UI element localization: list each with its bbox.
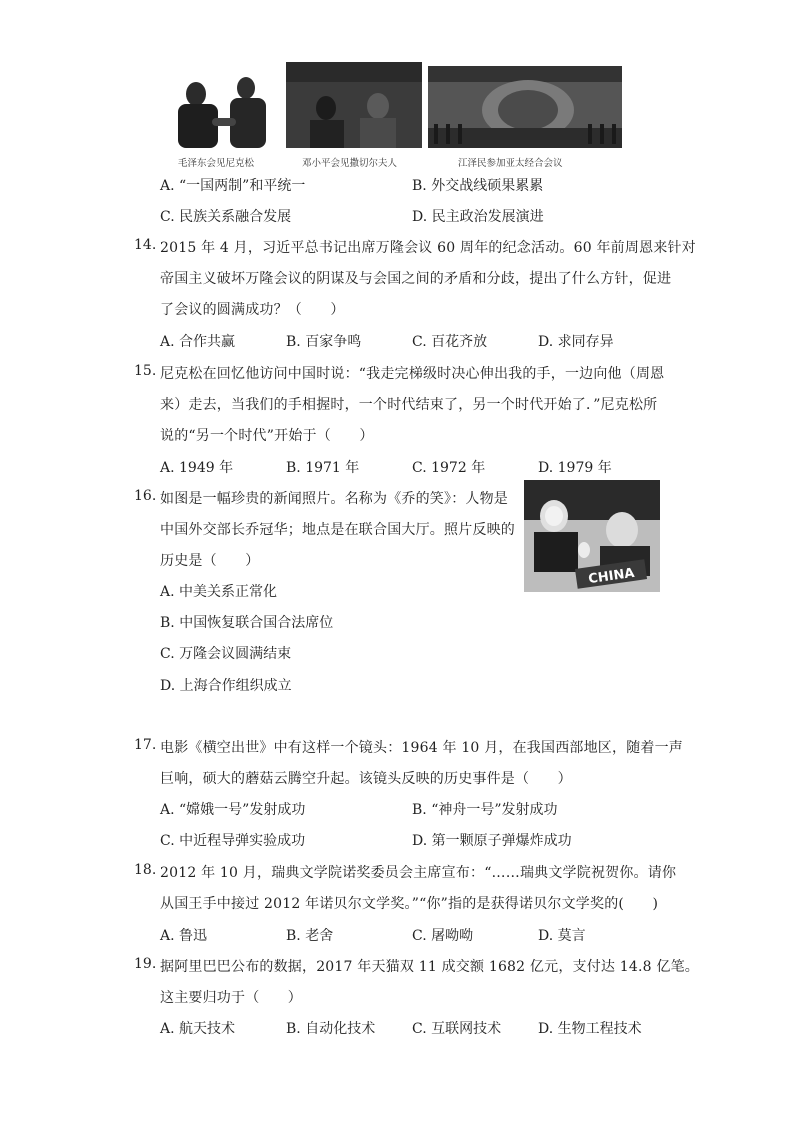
q16-line-3: 历史是（ ） bbox=[160, 553, 260, 569]
q18-option-d: D. 莫言 bbox=[538, 928, 586, 944]
q15-option-a: A. 1949 年 bbox=[160, 460, 234, 476]
q19-option-a: A. 航天技术 bbox=[160, 1021, 236, 1037]
q14-line-2: 帝国主义破坏万隆会议的阴谋及与会国之间的矛盾和分歧，提出了什么方针，促进 bbox=[160, 271, 672, 287]
q16-option-c: C. 万隆会议圆满结束 bbox=[160, 646, 292, 662]
q13-option-c: C. 民族关系融合发展 bbox=[160, 209, 292, 225]
china-nameplate-text: CHINA bbox=[587, 565, 636, 588]
q16-option-a: A. 中美关系正常化 bbox=[160, 584, 278, 600]
q17-option-b: B. “神舟一号”发射成功 bbox=[412, 802, 558, 818]
q15-line-2: 来）走去，当我们的手相握时，一个时代结束了，另一个时代开始了．”尼克松所 bbox=[160, 397, 658, 413]
q19-number: 19. bbox=[134, 956, 157, 972]
photo-caption-1: 毛泽东会见尼克松 bbox=[178, 158, 255, 169]
photo-jiang-apec bbox=[428, 66, 622, 148]
q13-option-b: B. 外交战线硕果累累 bbox=[412, 178, 544, 194]
q16-option-d: D. 上海合作组织成立 bbox=[160, 678, 292, 694]
q14-line-1: 2015 年 4 月，习近平总书记出席万隆会议 60 周年的纪念活动。60 年前周恩来针对 bbox=[160, 240, 696, 256]
q18-number: 18. bbox=[134, 862, 157, 878]
q18-line-2: 从国王手中接过 2012 年诺贝尔文学奖。”“你”指的是获得诺贝尔文学奖的( ) bbox=[160, 896, 659, 912]
q17-option-a: A. “嫦娥一号”发射成功 bbox=[160, 802, 306, 818]
q19-line-2: 这主要归功于（ ） bbox=[160, 990, 302, 1006]
q15-option-d: D. 1979 年 bbox=[538, 460, 612, 476]
q15-line-1: 尼克松在回忆他访问中国时说：“我走完梯级时决心伸出我的手，一边向他（周恩 bbox=[160, 366, 665, 382]
photo-deng-thatcher bbox=[286, 62, 422, 148]
q19-option-b: B. 自动化技术 bbox=[286, 1021, 376, 1037]
q16-line-2: 中国外交部长乔冠华；地点是在联合国大厅。照片反映的 bbox=[160, 522, 515, 538]
q15-option-c: C. 1972 年 bbox=[412, 460, 486, 476]
q14-line-3: 了会议的圆满成功？（ ） bbox=[160, 302, 345, 318]
q17-line-2: 巨响，硕大的蘑菇云腾空升起。该镜头反映的历史事件是（ ） bbox=[160, 771, 572, 787]
q16-option-b: B. 中国恢复联合国合法席位 bbox=[160, 615, 334, 631]
q19-option-c: C. 互联网技术 bbox=[412, 1021, 502, 1037]
q19-line-1: 据阿里巴巴公布的数据，2017 年天猫双 11 成交额 1682 亿元，支付达 14.8 亿笔。 bbox=[160, 959, 699, 975]
q14-option-b: B. 百家争鸣 bbox=[286, 334, 362, 350]
photo-mao-nixon bbox=[168, 64, 280, 148]
q17-line-1: 电影《横空出世》中有这样一个镜头：1964 年 10 月，在我国西部地区，随着一声 bbox=[160, 740, 683, 756]
q17-option-d: D. 第一颗原子弹爆炸成功 bbox=[412, 833, 572, 849]
photo-qiao-laugh bbox=[524, 480, 660, 592]
q18-option-a: A. 鲁迅 bbox=[160, 928, 208, 944]
q16-number: 16. bbox=[134, 488, 157, 504]
q18-option-c: C. 屠呦呦 bbox=[412, 928, 474, 944]
q17-number: 17. bbox=[134, 737, 157, 753]
q18-option-b: B. 老舍 bbox=[286, 928, 334, 944]
photo-caption-2: 邓小平会见撒切尔夫人 bbox=[302, 158, 398, 169]
q17-option-c: C. 中近程导弹实验成功 bbox=[160, 833, 306, 849]
q19-option-d: D. 生物工程技术 bbox=[538, 1021, 642, 1037]
q13-option-d: D. 民主政治发展演进 bbox=[412, 209, 544, 225]
q15-number: 15. bbox=[134, 363, 157, 379]
photo-caption-3: 江泽民参加亚太经合会议 bbox=[458, 158, 563, 169]
q15-line-3: 说的“另一个时代”开始于（ ） bbox=[160, 428, 374, 444]
q14-option-d: D. 求同存异 bbox=[538, 334, 614, 350]
q14-option-c: C. 百花齐放 bbox=[412, 334, 488, 350]
q13-option-a: A. “一国两制”和平统一 bbox=[160, 178, 306, 194]
q16-line-1: 如图是一幅珍贵的新闻照片。名称为《乔的笑》：人物是 bbox=[160, 491, 508, 507]
q14-number: 14. bbox=[134, 237, 157, 253]
q15-option-b: B. 1971 年 bbox=[286, 460, 360, 476]
q18-line-1: 2012 年 10 月，瑞典文学院诺奖委员会主席宣布：“……瑞典文学院祝贺你。请你 bbox=[160, 865, 677, 881]
q14-option-a: A. 合作共赢 bbox=[160, 334, 236, 350]
